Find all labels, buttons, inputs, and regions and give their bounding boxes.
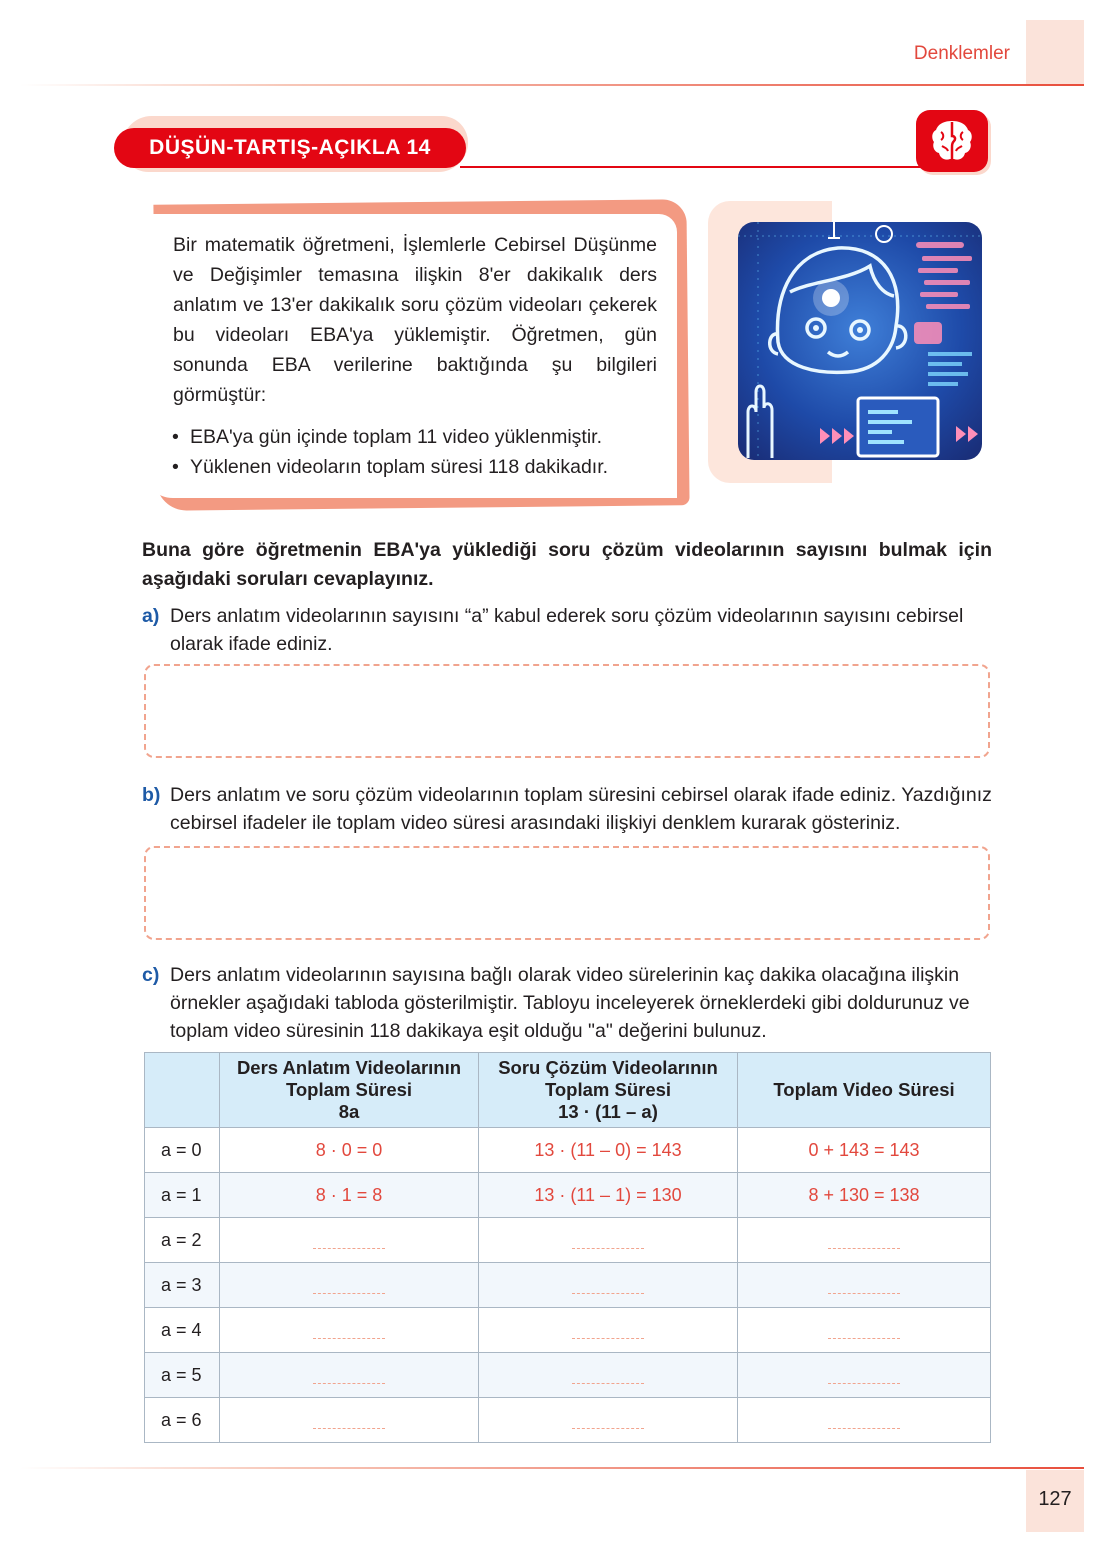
section-title: Denklemler [913, 43, 1010, 64]
blank-line [572, 1293, 644, 1294]
table-row [145, 1308, 991, 1353]
blank-line [313, 1428, 385, 1429]
bullet-item: • EBA'ya gün içinde toplam 11 video yüklenmiştir. [172, 422, 672, 452]
table-row [145, 1263, 991, 1308]
header-line: Toplam Video Süresi [773, 1079, 955, 1100]
question-label: a) [142, 605, 160, 627]
solution-blank[interactable] [479, 1308, 738, 1353]
question-text: Ders anlatım videolarının sayısına bağlı olarak video sürelerinin kaç dakika olacağına ilişkin örnekler aşağıdaki tabloda gösterilmiştir. Tabloyu inceleyerek örneklerdeki gibi doldurunuz ve toplam video süresinin 118 dakikaya eşit olduğu "a" değerini bulunuz. [170, 964, 970, 1042]
page-number: 127 [1038, 1488, 1072, 1510]
blank-line [572, 1338, 644, 1339]
footer-rule [20, 1467, 1084, 1469]
blank-line [828, 1293, 900, 1294]
story-bullets [172, 422, 672, 482]
total-blank[interactable] [738, 1353, 991, 1398]
banner-rule [460, 166, 924, 168]
table-row [145, 1128, 991, 1173]
row-label: a = 2 [145, 1218, 220, 1263]
total-cell: 0 + 143 = 143 [738, 1128, 991, 1173]
header-solution-duration [479, 1053, 738, 1128]
total-blank[interactable] [738, 1308, 991, 1353]
question-a [142, 602, 992, 658]
row-label: a = 6 [145, 1398, 220, 1443]
header-tab [1026, 20, 1084, 84]
solution-blank[interactable] [479, 1263, 738, 1308]
total-blank[interactable] [738, 1398, 991, 1443]
row-label: a = 5 [145, 1353, 220, 1398]
row-label: a = 4 [145, 1308, 220, 1353]
solution-blank[interactable] [479, 1398, 738, 1443]
header-line: Toplam Süresi [285, 1079, 413, 1100]
table-row [145, 1218, 991, 1263]
lecture-blank[interactable] [220, 1353, 479, 1398]
blank-line [828, 1383, 900, 1384]
row-label: a = 0 [145, 1128, 220, 1173]
brain-puzzle-icon [916, 110, 988, 172]
blank-line [828, 1428, 900, 1429]
table-corner-cell [145, 1053, 220, 1128]
blank-line [313, 1338, 385, 1339]
blank-line [313, 1293, 385, 1294]
lecture-blank[interactable] [220, 1263, 479, 1308]
instruction-lead: Buna göre öğretmenin EBA'ya yüklediği soru çözüm videolarının sayısını bulmak için aşağıdaki soruları cevaplayınız. [142, 539, 992, 590]
answer-box-b[interactable] [144, 846, 990, 940]
header-rule [20, 84, 1084, 86]
question-label: b) [142, 784, 161, 806]
story-paragraph: Bir matematik öğretmeni, İşlemlerle Cebirsel Düşünme ve Değişimler temasına ilişkin 8'er dakikalık ders anlatım ve 13'er dakikalık soru çözüm videoları çekerek bu videoları EBA'ya yüklemiştir. Öğretmen, gün sonunda EBA verilerine baktığında şu bilgileri görmüştür: [173, 234, 657, 406]
answer-box-a[interactable] [144, 664, 990, 758]
blank-line [572, 1383, 644, 1384]
header-formula: 13 · (11 – a) [558, 1101, 658, 1122]
lecture-blank[interactable] [220, 1308, 479, 1353]
child-robot-illustration [738, 222, 982, 460]
table-row [145, 1173, 991, 1218]
header-lecture-duration [220, 1053, 479, 1128]
row-label: a = 3 [145, 1263, 220, 1308]
table-row [145, 1353, 991, 1398]
question-c [142, 961, 992, 1045]
video-duration-table [144, 1052, 991, 1443]
header-line: Ders Anlatım Videolarının [236, 1057, 462, 1078]
activity-banner: DÜŞÜN-TARTIŞ-AÇIKLA 14 [114, 128, 466, 168]
question-text: Ders anlatım videolarının sayısını “a” kabul ederek soru çözüm videolarının sayısını cebirsel olarak ifade ediniz. [170, 605, 964, 655]
lecture-blank[interactable] [220, 1218, 479, 1263]
total-cell: 8 + 130 = 138 [738, 1173, 991, 1218]
blank-line [572, 1248, 644, 1249]
question-text: Ders anlatım ve soru çözüm videolarının toplam süresini cebirsel olarak ifade ediniz. Yazdığınız cebirsel ifadeler ile toplam video süresi arasındaki ilişkiyi denklem kurarak gösteriniz. [170, 784, 992, 834]
lecture-cell: 8 · 0 = 0 [220, 1128, 479, 1173]
header-line: Toplam Süresi [544, 1079, 672, 1100]
lecture-cell: 8 · 1 = 8 [220, 1173, 479, 1218]
header-line: Soru Çözüm Videolarının [498, 1057, 718, 1078]
blank-line [828, 1338, 900, 1339]
header-total-duration [738, 1053, 991, 1128]
solution-cell: 13 · (11 – 1) = 130 [479, 1173, 738, 1218]
lecture-blank[interactable] [220, 1398, 479, 1443]
blank-line [572, 1428, 644, 1429]
blank-line [313, 1248, 385, 1249]
solution-blank[interactable] [479, 1218, 738, 1263]
bullet-item: • Yüklenen videoların toplam süresi 118 dakikadır. [172, 452, 672, 482]
question-label: c) [142, 964, 160, 986]
blank-line [313, 1383, 385, 1384]
question-b [142, 781, 992, 837]
solution-cell: 13 · (11 – 0) = 143 [479, 1128, 738, 1173]
solution-blank[interactable] [479, 1353, 738, 1398]
total-blank[interactable] [738, 1263, 991, 1308]
total-blank[interactable] [738, 1218, 991, 1263]
table-row [145, 1398, 991, 1443]
header-formula: 8a [338, 1101, 360, 1122]
row-label: a = 1 [145, 1173, 220, 1218]
blank-line [828, 1248, 900, 1249]
